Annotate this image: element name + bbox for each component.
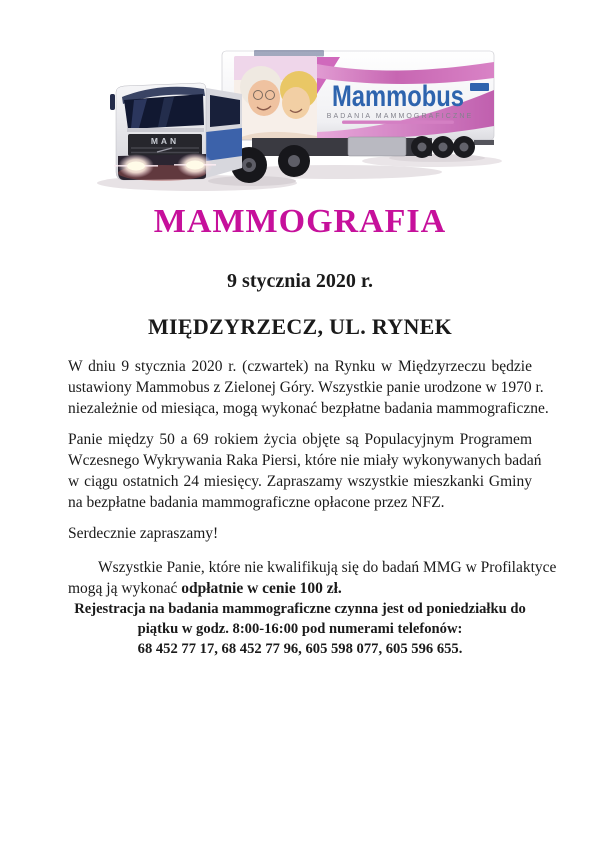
text-line: na bezpłatne badania mammograficzne opłacone przez NFZ. xyxy=(68,494,445,511)
event-location: MIĘDZYRZECZ, UL. RYNEK xyxy=(147,314,453,339)
body-text xyxy=(68,356,557,609)
text-line: Wszystkie Panie, które nie kwalifikują się do badań MMG w Profilaktyce xyxy=(98,559,557,576)
text-line: w ciągu ostatnich 24 miesięcy. Zapraszamy wszystkie mieszkanki Gminy xyxy=(68,473,532,490)
headlight-left xyxy=(127,162,145,171)
price-bold-text: odpłatnie w cenie 100 zł. xyxy=(181,580,342,597)
side-window xyxy=(210,95,240,127)
text-line xyxy=(68,578,532,599)
headlight-right xyxy=(186,161,204,170)
man-badge-text: MAN xyxy=(150,136,180,146)
paid-exam-paragraph xyxy=(68,557,557,599)
text-line: Wczesnego Wykrywania Raka Piersi, które nie miały wykonywanych badań xyxy=(68,452,542,469)
text-line: ustawiony Mammobus z Zielonej Góry. Wszystkie panie urodzone w 1970 r. xyxy=(68,379,544,396)
mammobus-subtitle-text: BADANIA MAMMOGRAFICZNE xyxy=(326,113,474,120)
blue-side-band xyxy=(206,128,242,161)
program-paragraph xyxy=(68,429,542,513)
phone-numbers: 68 452 77 17, 68 452 77 96, 605 598 077, 605 596 655. xyxy=(137,641,463,657)
trailer-logo-chip xyxy=(470,83,489,91)
invitation-line xyxy=(68,523,532,544)
small-pink-text-strip xyxy=(342,121,454,124)
event-date: 9 stycznia 2020 r. xyxy=(227,270,373,292)
women-photo xyxy=(234,56,318,140)
trailer xyxy=(222,50,494,140)
text-line: W dniu 9 stycznia 2020 r. (czwartek) na Rynku w Międzyrzeczu będzie xyxy=(68,358,532,375)
text-segment: mogą ją wykonać xyxy=(68,580,182,597)
registration-line: Rejestracja na badania mammograficzne czynna jest od poniedziałku do xyxy=(74,601,526,617)
mammobus-truck-graphic xyxy=(102,40,502,200)
registration-info xyxy=(66,599,534,659)
registration-line: piątku w godz. 8:00-16:00 pod numerami telefonów: xyxy=(137,621,463,637)
cab xyxy=(110,83,242,181)
intro-paragraph xyxy=(68,356,549,419)
mammobus-truck-image xyxy=(102,40,502,200)
page-title: MAMMOGRAFIA xyxy=(153,203,447,240)
mammobus-logo-text: Mammobus xyxy=(332,80,464,113)
text-line: Panie między 50 a 69 rokiem życia objęte są Populacyjnym Programem xyxy=(68,431,532,448)
text-line: niezależnie od miesiąca, mogą wykonać bezpłatne badania mammograficzne. xyxy=(68,400,549,417)
trailer-wheels xyxy=(411,136,475,158)
text-line: Serdecznie zapraszamy! xyxy=(68,525,219,542)
mirror xyxy=(110,94,115,110)
